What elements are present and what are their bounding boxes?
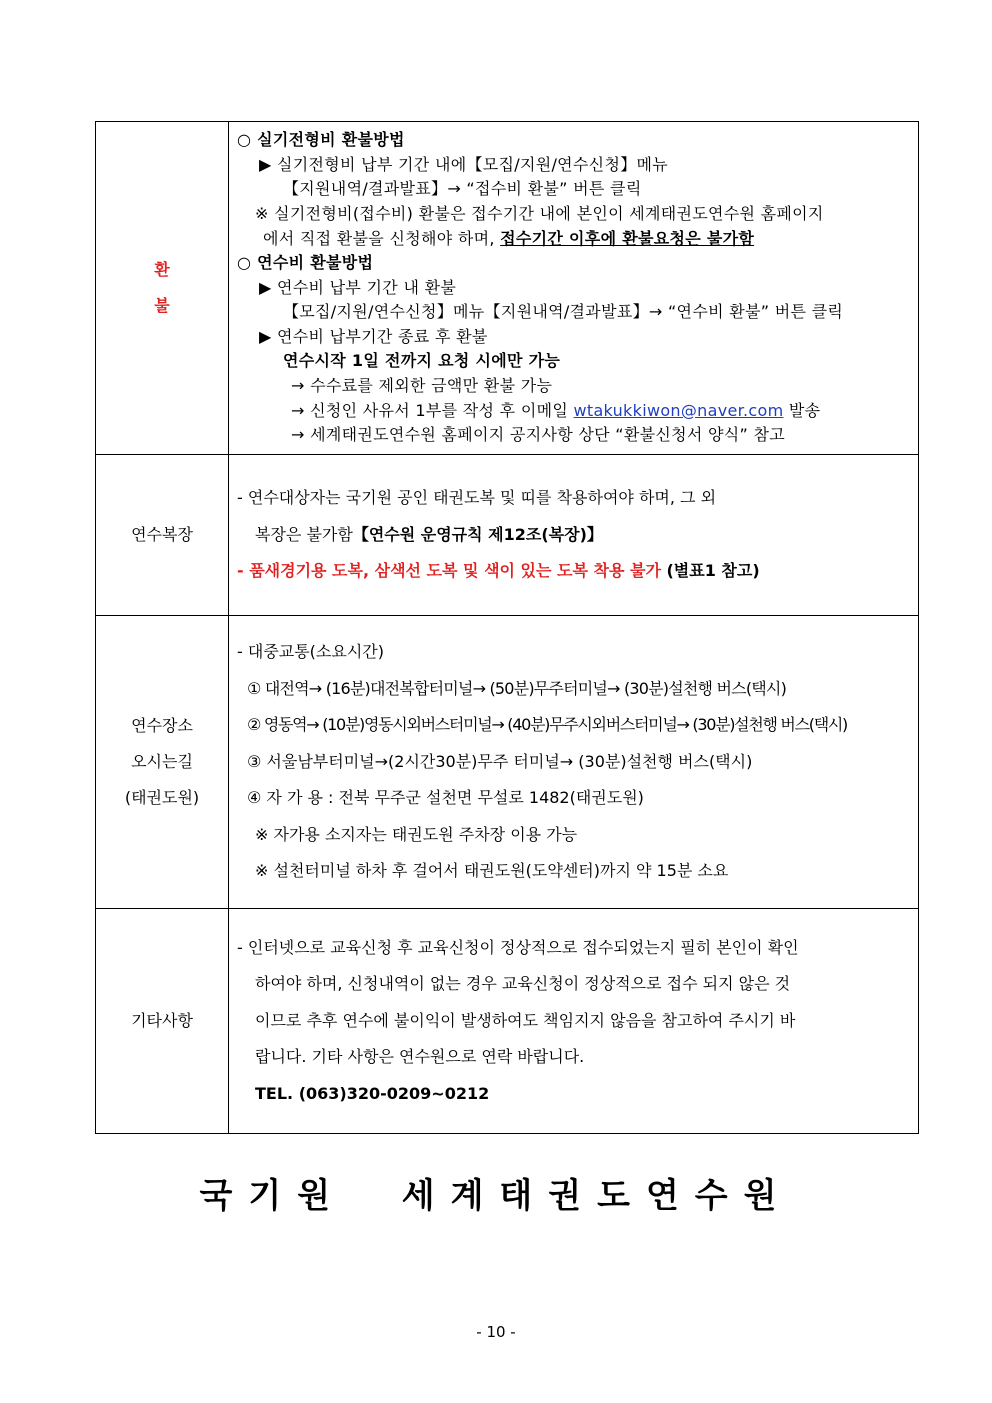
refund-content [229,122,919,455]
directions-note: ※ 자가용 소지자는 태권도원 주차장 이용 가능 [255,824,578,844]
page-number: - 10 - [476,1323,516,1341]
uniform-warning-text: - 품새경기용 도복, 삼색선 도복 및 색이 있는 도복 착용 불가 [237,561,661,581]
uniform-warning [237,553,910,590]
directions-label-line: 오시는길 [131,752,193,771]
refund-heading-exam: ○ 실기전형비 환불방법 [237,130,405,150]
refund-note [237,227,910,252]
route-item: ① 대전역→ (16분)대전복합터미널→ (50분)무주터미널→ (30분)설천행 버스(택시) [247,678,787,698]
refund-text: 【모집/지원/연수신청】메뉴【지원내역/결과발표】→ “연수비 환불” 버튼 클릭 [283,302,844,322]
uniform-text: - 연수대상자는 국기원 공인 태권도복 및 띠를 착용하여야 하며, 그 외 [237,488,717,508]
uniform-content [229,455,919,616]
refund-text: ▶ 실기전형비 납부 기간 내에【모집/지원/연수신청】메뉴 [259,154,669,174]
refund-step-text: 발송 [783,400,821,420]
refund-warning: 접수기간 이후에 환불요청은 불가함 [500,228,755,248]
organization-title: 국기원 세계태권도연수원 [199,1176,793,1216]
refund-row [96,122,919,455]
route-item: ② 영동역→ (10분)영동시외버스터미널→ (40분)무주시외버스터미널→ (30분)설천행 버스(택시) [247,715,847,735]
route-item: ③ 서울남부터미널→(2시간30분)무주 터미널→ (30분)설천행 버스(택시) [247,751,753,771]
email-link[interactable]: wtakukkiwon@naver.com [573,400,784,420]
other-text: 하여야 하며, 신청내역이 없는 경우 교육신청이 정상적으로 접수 되지 않은 것 [255,974,791,994]
uniform-row [96,455,919,616]
other-row [96,909,919,1134]
phone-number: TEL. (063)320-0209~0212 [255,1083,490,1103]
uniform-text-a: 복장은 불가함 [255,524,353,544]
refund-step-text: → 신청인 사유서 1부를 작성 후 이메일 [291,400,574,420]
directions-note: ※ 설천터미널 하차 후 걸어서 태권도원(도약센터)까지 약 15분 소요 [255,861,729,881]
refund-label: 환 불 [96,122,229,455]
directions-label-line: 연수장소 [131,716,193,735]
refund-text: 【지원내역/결과발표】→ “접수비 환불” 버튼 클릭 [283,179,642,199]
other-content [229,909,919,1134]
route-item: ④ 자 가 용 : 전북 무주군 설천면 무설로 1482(태권도원) [247,788,644,808]
refund-condition: 연수시작 1일 전까지 요청 시에만 가능 [283,351,561,371]
directions-label [96,616,229,909]
other-text: 랍니다. 기타 사항은 연수원으로 연락 바랍니다. [255,1047,585,1067]
uniform-rule: 【연수원 운영규칙 제12조(복장)】 [352,524,603,544]
other-text: 이므로 추후 연수에 불이익이 발생하여도 책임지지 않음을 참고하여 주시기 바 [255,1010,796,1030]
directions-content [229,616,919,909]
refund-step [237,399,910,424]
refund-text: ▶ 연수비 납부기간 종료 후 환불 [259,326,488,346]
uniform-reference: (별표1 참고) [660,561,760,581]
other-text: - 인터넷으로 교육신청 후 교육신청이 정상적으로 접수되었는지 필히 본인이 확인 [237,937,799,957]
refund-step: → 세계태권도연수원 홈페이지 공지사항 상단 “환불신청서 양식” 참고 [291,425,785,445]
uniform-label: 연수복장 [96,455,229,616]
directions-heading: - 대중교통(소요시간) [237,641,384,661]
refund-heading-training: ○ 연수비 환불방법 [237,253,374,273]
directions-label-line: (태권도원) [124,788,200,807]
refund-note: ※ 실기전형비(접수비) 환불은 접수기간 내에 본인이 세계태권도연수원 홈페이지 [255,203,824,223]
other-label: 기타사항 [96,909,229,1134]
directions-row [96,616,919,909]
uniform-text [237,517,910,554]
refund-note-text: 에서 직접 환불을 신청해야 하며, [263,228,501,248]
refund-step: → 수수료를 제외한 금액만 환불 가능 [291,376,553,396]
info-table [95,121,919,1134]
refund-text: ▶ 연수비 납부 기간 내 환불 [259,277,457,297]
